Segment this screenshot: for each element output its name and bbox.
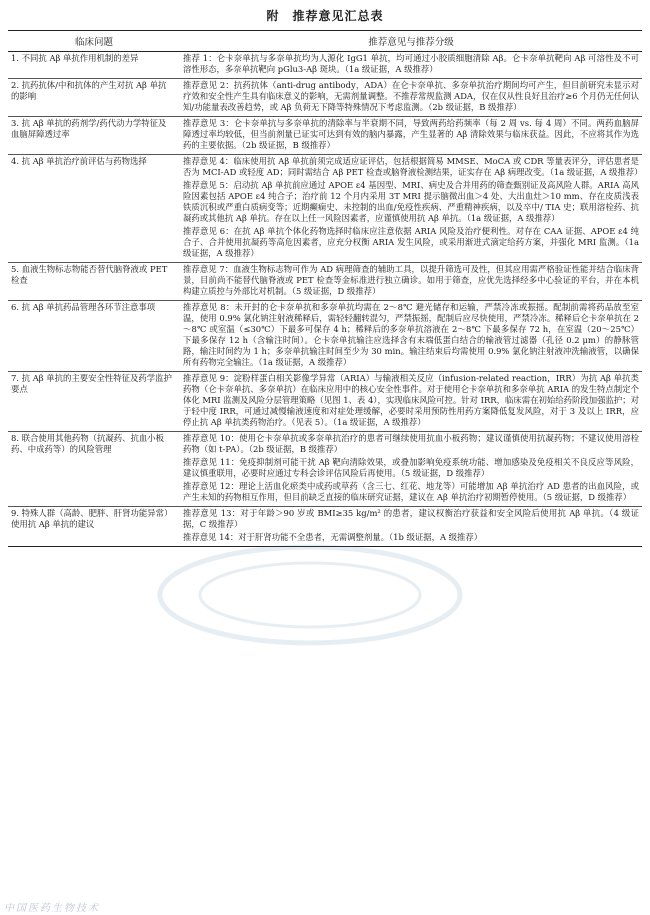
footer-text: 中国医药生物技术 xyxy=(4,903,100,914)
recommendation-text: 推荐意见 7：血液生物标志物可作为 AD 病理筛查的辅助工具，以提升筛选可及性，但其应用需严格验证性能并结合临床背景，目前尚不能替代脑脊液或 PET 检查等金标准进行独立确诊。如用于筛查，应优先选择经多中心验证的平台，并在本机构建立质控与外部比对机制。（5 级证据，D 级推荐） xyxy=(183,264,639,296)
recommendation-cell xyxy=(180,507,642,547)
table-row xyxy=(8,301,642,372)
recommendation-cell xyxy=(180,263,642,301)
clinical-question: 2. 抗药抗体/中和抗体的产生对抗 Aβ 单抗的影响 xyxy=(8,79,180,117)
recommendation-text: 推荐意见 11：免疫抑制剂可能干扰 Aβ 靶向清除效果，或叠加影响免疫系统功能、增加感染及免疫相关不良反应等风险，建议慎重联用，必要时应通过专科会诊评估风险后再使用。（5 级证据，D 级推荐） xyxy=(183,457,639,478)
recommendation-cell xyxy=(180,52,642,79)
column-header-recommendation: 推荐意见与推荐分级 xyxy=(180,31,642,52)
table-row xyxy=(8,507,642,547)
table-row xyxy=(8,155,642,263)
table-body xyxy=(8,52,642,547)
recommendation-text: 推荐意见 2：抗药抗体（anti-drug antibody，ADA）在仑卡奈单抗、多奈单抗治疗期间均可产生，但目前研究未显示对疗效和安全性产生具有临床意义的影响，无需剂量调整。不推荐常规监测 ADA，仅在仅从性良好且治疗≥6 个月仍无任何认知/功能量表改善趋势，或 Aβ 负荷无下降等特殊情况下考虑监测。（2b 级证据，B 级推荐） xyxy=(183,80,639,112)
table-row xyxy=(8,372,642,432)
table-header-row xyxy=(8,31,642,52)
recommendation-cell xyxy=(180,117,642,155)
recommendation-text: 推荐意见 3：仑卡奈单抗与多奈单抗的清除率与半衰期不同，导致两药给药频率（每 2 周 vs. 每 4 周）不同。两药血脑屏障透过率均较低，但当前剂量已证实可达到有效的脑内暴露，产生显著的 Aβ 清除效果与临床获益。因此，不应将其作为选药的主要依据。（2b 级证据，B 级推荐） xyxy=(183,118,639,150)
recommendation-text: 推荐意见 5：启动抗 Aβ 单抗前应通过 APOE ε4 基因型、MRI、病史及合并用药的筛查甄别证及高风险人群。ARIA 高风险因素包括 APOE ε4 纯合子；治疗前 12 个月内采用 3T MRI 提示脑微出血＞4 处、大出血灶＞10 mm、存在皮质浅表铁质沉积或严重白质病变等；近期癫痫史、未控制的出血/免疫性疾病、严重精神疾病，以及卒中/ TIA 史；联用溶栓药、抗凝药或其他抗 Aβ 单抗。存在以上任一风险因素者，应谨慎使用抗 Aβ 单抗。（1a 级证据，A 级推荐） xyxy=(183,180,639,223)
recommendation-cell xyxy=(180,79,642,117)
recommendation-cell xyxy=(180,432,642,507)
recommendation-text: 推荐意见 8：未开封的仑卡奈单抗和多奈单抗均需在 2～8℃ 避光储存和运输，严禁冷冻或振摇。配制前需将药品放至室温，使用 0.9% 氯化钠注射液稀释后，需轻轻翻转混匀，严禁振摇，配制后应尽快使用，严禁冷冻。稀释后仑卡奈单抗在 2～8℃ 或室温（≤30℃）下最多可保存 4 h；稀释后的多奈单抗溶液在 2～8℃ 下最多保存 72 h，在室温（20～25℃）下最多保存 12 h（含输注时间）。仑卡奈单抗输注应选择含有末端低蛋白结合的输液管过滤器（孔径 0.2 μm）的静脉管路，输注时间约为 1 h；多奈单抗输注时间至少为 30 min。输注结束后均需使用 0.9% 氯化钠注射液冲洗输液管，以确保所有药物完全输注。（1a 级证据，A 级推荐） xyxy=(183,302,639,367)
clinical-question: 4. 抗 Aβ 单抗治疗前评估与药物选择 xyxy=(8,155,180,263)
column-header-question: 临床问题 xyxy=(8,31,180,52)
watermark-logo xyxy=(150,540,470,650)
recommendation-text: 推荐意见 4：临床使用抗 Aβ 单抗前须完成适应证评估，包括根据简易 MMSE、MoCA 或 CDR 等量表评分，评估患者是否为 MCI-AD 或轻度 AD；同时需结合 Aβ PET 检查或脑脊液检测结果，证实存在 Aβ 病理改变。（1a 级证据，A 级推荐） xyxy=(183,156,643,177)
recommendation-table xyxy=(8,30,642,547)
clinical-question: 3. 抗 Aβ 单抗的药剂学/药代动力学特征及血脑屏障透过率 xyxy=(8,117,180,155)
recommendation-text: 推荐意见 9：淀粉样蛋白相关影像学异常（ARIA）与输液相关反应（infusion-related reaction，IRR）为抗 Aβ 单抗类药物（仑卡奈单抗、多奈单抗）在临床应用中的核心安全性事件。对于使用仑卡奈单抗和多奈单抗 ARIA 的发生特点制定个体化 MRI 监测及风险分层管理策略（见图 1、表 4），实现临床风险可控。针对 IRR，临床需在初始给药阶段加强监护；对于轻中度 IRR，可通过减慢输液速度和对症处理缓解，必要时采用预防性用药方案降低复发风险，对于 3 及以上 IRR，应停止抗 Aβ 单抗类药物治疗。（见表 5）。（1a 级证据，A 级推荐） xyxy=(183,373,639,427)
recommendation-text: 推荐意见 14：对于肝肾功能不全患者，无需调整剂量。（1b 级证据，A 级推荐） xyxy=(183,532,483,542)
recommendation-cell xyxy=(180,155,642,263)
clinical-question: 5. 血液生物标志物能否替代脑脊液或 PET 检查 xyxy=(8,263,180,301)
recommendation-cell xyxy=(180,372,642,432)
recommendation-text: 推荐 1：仑卡奈单抗与多奈单抗均为人源化 IgG1 单抗，均可通过小胶质细胞清除 Aβ。仑卡奈单抗靶向 Aβ 可溶性及不可溶性形态，多奈单抗靶向 pGlu3-Aβ 斑块。（1a 级证据，A 级推荐） xyxy=(183,53,639,74)
table-row xyxy=(8,52,642,79)
recommendation-text: 推荐意见 10：使用仑卡奈单抗或多奈单抗治疗的患者可继续使用抗血小板药物；建议谨慎使用抗凝药物；不建议使用溶栓药物（如 t-PA）。（2b 级证据，B 级推荐） xyxy=(183,433,639,454)
clinical-question: 8. 联合使用其他药物（抗凝药、抗血小板药、中成药等）的风险管理 xyxy=(8,432,180,507)
clinical-question: 6. 抗 Aβ 单抗药品管理各环节注意事项 xyxy=(8,301,180,372)
table-row xyxy=(8,263,642,301)
clinical-question: 9. 特殊人群（高龄、肥胖、肝肾功能异常）使用抗 Aβ 单抗的建议 xyxy=(8,507,180,547)
table-row xyxy=(8,117,642,155)
page-title: 附 推荐意见汇总表 xyxy=(266,9,384,23)
recommendation-cell xyxy=(180,301,642,372)
recommendation-text: 推荐意见 12：理论上活血化瘀类中成药或草药（含三七、红花、地龙等）可能增加 Aβ 单抗治疗 AD 患者的出血风险，或产生未知的药物相互作用，但目前缺乏直接的临床研究证据，建议在 Aβ 单抗治疗初期暂停使用。（5 级证据，D 级推荐） xyxy=(183,481,639,502)
recommendation-text: 推荐意见 13：对于年龄＞90 岁或 BMI≥35 kg/m² 的患者，建议权衡治疗获益和安全风险后使用抗 Aβ 单抗。（4 级证据，C 级推荐） xyxy=(183,508,639,529)
recommendation-text: 推荐意见 6：在抗 Aβ 单抗个体化药物选择时临床应注意依据 ARIA 风险及治疗便利性。对存在 CAA 证据、APOE ε4 纯合子、合并使用抗凝药等高危因素者，应充分权衡 ARIA 发生风险，或采用渐进式滴定给药方案，并强化 MRI 监测。（1a 级证据，A 级推荐） xyxy=(183,226,639,258)
clinical-question: 1. 不同抗 Aβ 单抗作用机制的差异 xyxy=(8,52,180,79)
table-row xyxy=(8,432,642,507)
clinical-question: 7. 抗 Aβ 单抗的主要安全性特征及药学监护要点 xyxy=(8,372,180,432)
table-row xyxy=(8,79,642,117)
